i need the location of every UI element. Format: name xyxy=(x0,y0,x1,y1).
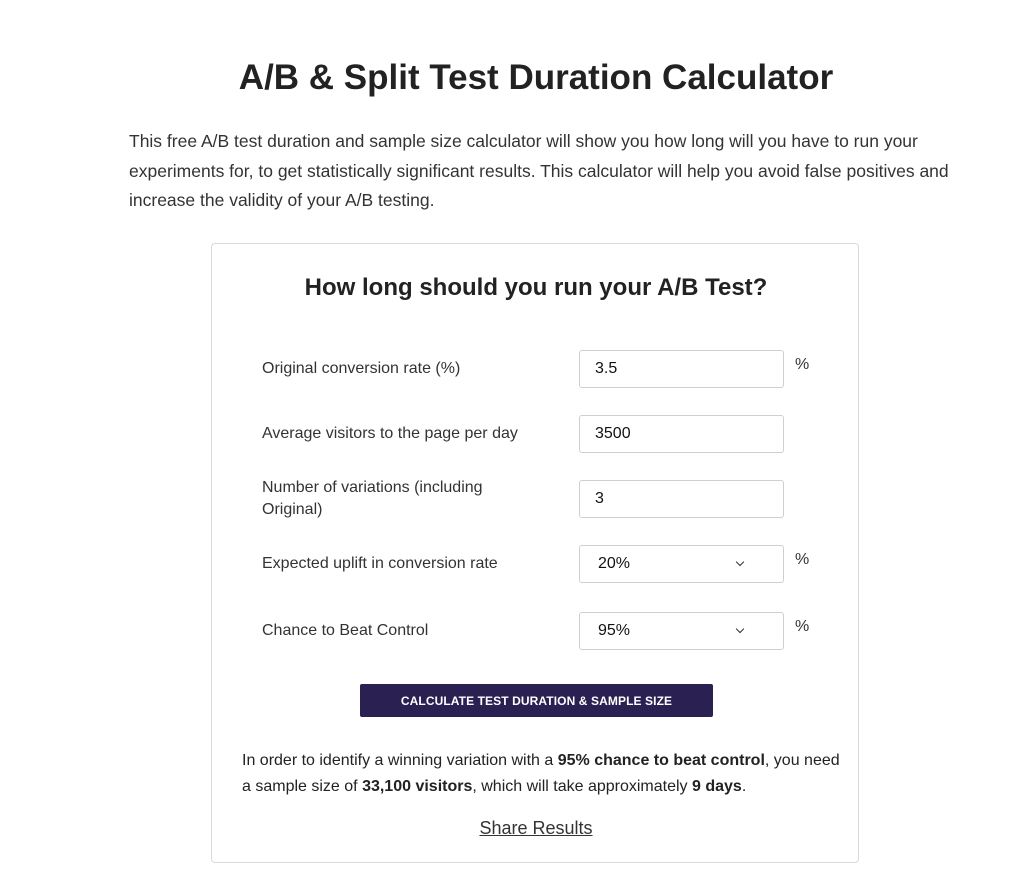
visitors-input[interactable] xyxy=(579,415,784,453)
conversion-rate-row xyxy=(262,350,822,388)
calculate-button[interactable]: CALCULATE TEST DURATION & SAMPLE SIZE xyxy=(360,684,713,717)
variations-input[interactable] xyxy=(579,480,784,518)
chance-selected-value: 95% xyxy=(598,622,631,639)
calculator-card xyxy=(211,243,859,863)
intro-paragraph: This free A/B test duration and sample size calculator will show you how long will you have to run your experiments for, to get statistically significant results. This calculator will help you avoid false positives and increase the validity of your A/B testing. xyxy=(129,131,949,210)
conversion-rate-input[interactable] xyxy=(579,350,784,388)
uplift-select[interactable] xyxy=(579,545,784,583)
uplift-row xyxy=(262,545,822,583)
calculator-title: How long should you run your A/B Test? xyxy=(304,274,768,301)
share-results-link[interactable]: Share Results xyxy=(479,818,593,838)
result-text-part: , you need a sample size of xyxy=(242,752,840,795)
chevron-down-icon xyxy=(736,625,744,633)
uplift-label: Expected uplift in conversion rate xyxy=(262,555,498,572)
chance-select[interactable] xyxy=(579,612,784,650)
variations-label: Number of variations (including Original) xyxy=(262,479,483,518)
chance-row xyxy=(262,612,822,650)
chance-label: Chance to Beat Control xyxy=(262,622,429,639)
visitors-row xyxy=(262,415,822,453)
variations-row xyxy=(262,480,822,518)
chevron-down-icon xyxy=(736,558,744,566)
chance-unit: % xyxy=(795,618,810,635)
uplift-selected-value: 20% xyxy=(598,555,631,572)
result-text-part: . xyxy=(741,778,747,795)
visitors-label: Average visitors to the page per day xyxy=(262,425,518,442)
result-chance: 95% chance to beat control xyxy=(557,752,765,769)
uplift-unit: % xyxy=(795,551,810,568)
result-text xyxy=(242,748,842,800)
result-text-part: In order to identify a winning variation with a xyxy=(242,752,558,769)
page-title: A/B & Split Test Duration Calculator xyxy=(238,58,834,97)
conversion-rate-unit: % xyxy=(795,356,810,373)
result-text-part: , which will take approximately xyxy=(472,778,692,795)
share-results xyxy=(212,818,860,839)
result-days: 9 days xyxy=(692,778,742,795)
conversion-rate-label: Original conversion rate (%) xyxy=(262,360,461,377)
result-sample-size: 33,100 visitors xyxy=(362,778,473,795)
